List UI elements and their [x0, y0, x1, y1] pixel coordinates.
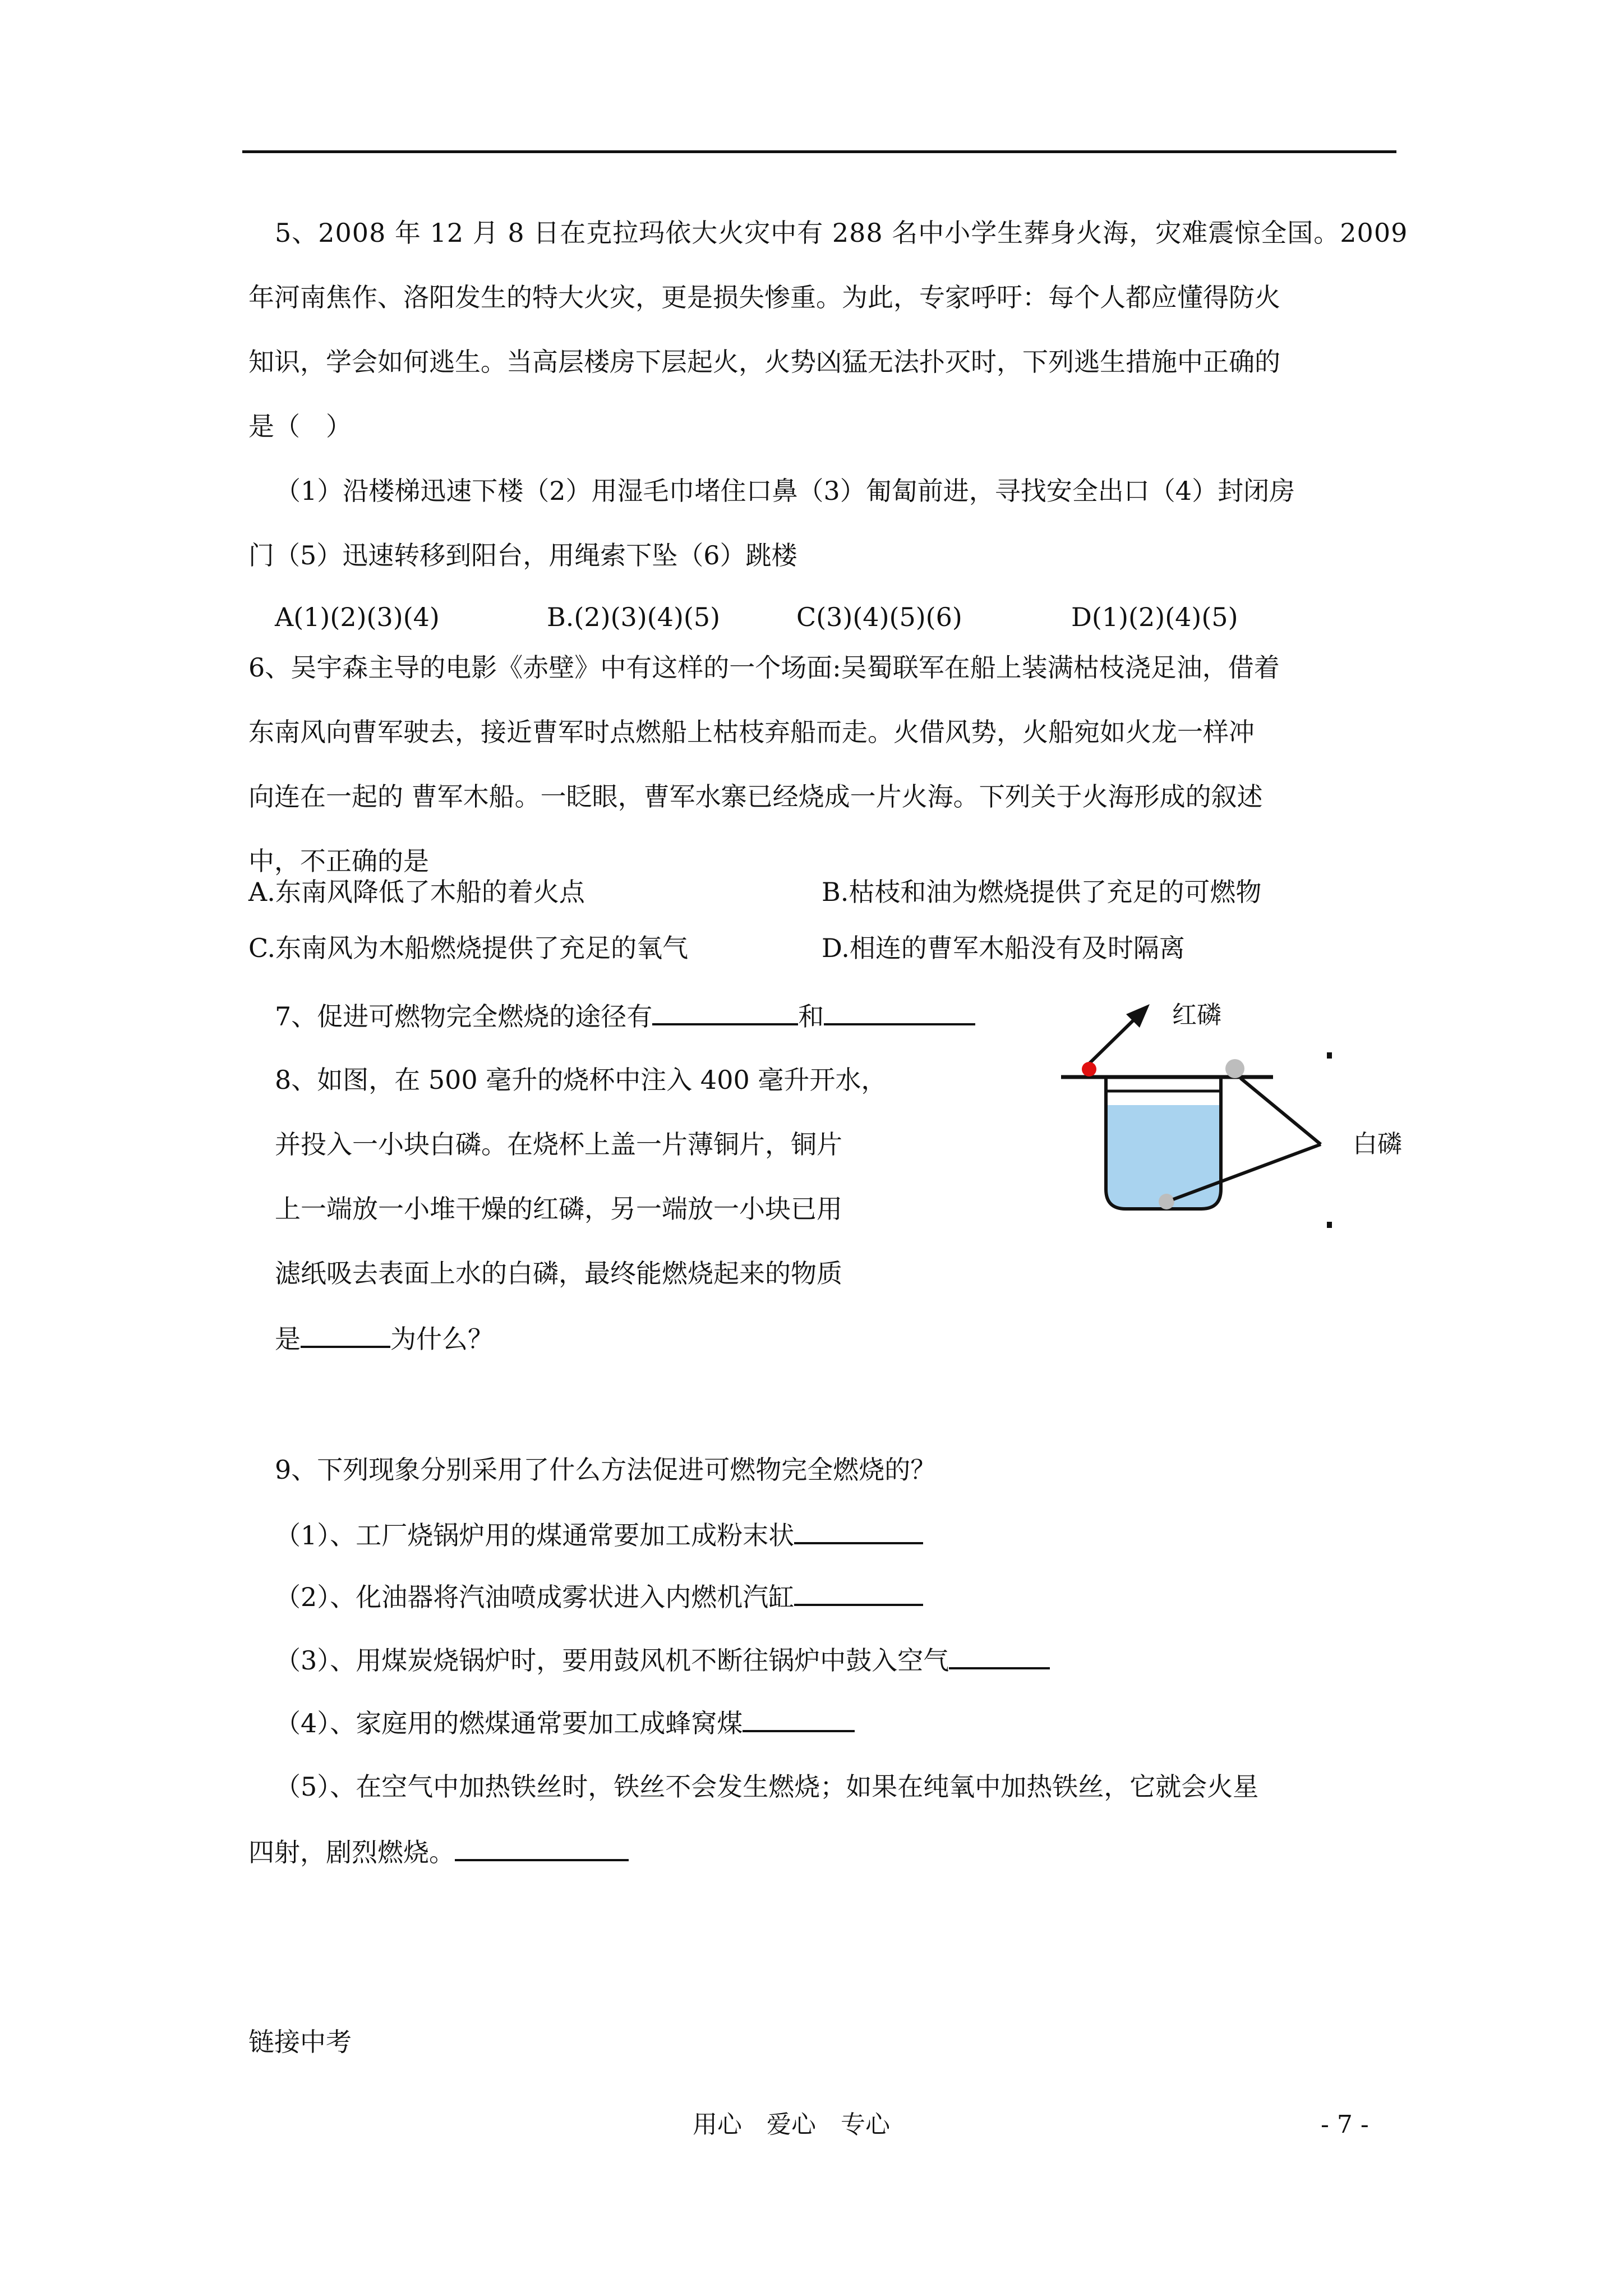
header-rule — [242, 150, 1396, 153]
q5-measures-2: 门（5）迅速转移到阳台，用绳索下坠（6）跳楼 — [248, 540, 797, 570]
q9-blank-4[interactable] — [743, 1705, 855, 1732]
q8-line-4: 滤纸吸去表面上水的白磷，最终能燃烧起来的物质 — [275, 1258, 842, 1289]
q9-item-4-text: （4）、家庭用的燃煤通常要加工成蜂窝煤 — [275, 1708, 743, 1738]
q9-item-3 — [275, 1642, 1050, 1677]
page-number: - 7 - — [1321, 2110, 1369, 2139]
q5-line-2: 年河南焦作、洛阳发生的特大火灾，更是损失惨重。为此，专家呼吁：每个人都应懂得防火 — [248, 282, 1280, 312]
q8-line-1: 8、如图，在 500 毫升的烧杯中注入 400 毫升开水， — [275, 1065, 887, 1095]
q7-line — [275, 999, 975, 1033]
q6-line-2: 东南风向曹军驶去，接近曹军时点燃船上枯枝弃船而走。火借风势，火船宛如火龙一样冲 — [248, 717, 1255, 747]
red-label-arrow-line — [1088, 1015, 1138, 1065]
q7-middle: 和 — [798, 1001, 824, 1032]
white-pointer-upper — [1241, 1078, 1321, 1144]
q9-item-2 — [275, 1579, 923, 1614]
white-phosphorus-label: 白磷 — [1353, 1130, 1402, 1158]
white-phosphorus-in-water — [1159, 1194, 1174, 1209]
q5-option-a: A(1)(2)(3)(4) — [275, 602, 440, 632]
q9-item-3-text: （3）、用煤炭烧锅炉时，要用鼓风机不断往锅炉中鼓入空气 — [275, 1645, 949, 1676]
q7-blank-1[interactable] — [652, 999, 798, 1025]
q8-last-suffix: 为什么？ — [390, 1324, 494, 1354]
q7-blank-2[interactable] — [824, 999, 975, 1025]
q5-line-1: 5、2008 年 12 月 8 日在克拉玛依大火灾中有 288 名中小学生葬身火海，灾难震惊全国。2009 — [275, 218, 1408, 248]
q9-blank-3[interactable] — [949, 1642, 1050, 1669]
white-phosphorus-on-sheet — [1225, 1059, 1244, 1078]
q5-option-c: C(3)(4)(5)(6) — [796, 602, 962, 632]
q9-blank-5[interactable] — [455, 1834, 629, 1861]
q8-last-prefix: 是 — [275, 1324, 301, 1354]
red-phosphorus-label: 红磷 — [1172, 1001, 1221, 1029]
mark-top — [1327, 1052, 1332, 1059]
q5-measures-1: （1）沿楼梯迅速下楼（2）用湿毛巾堵住口鼻（3）匍匐前进，寻找安全出口（4）封闭房 — [275, 476, 1295, 506]
q9-item-5-line-2 — [248, 1834, 629, 1869]
q9-item-4 — [275, 1705, 855, 1740]
q9-item-5-text: 四射，剧烈燃烧。 — [248, 1837, 455, 1867]
q9-title: 9、下列现象分别采用了什么方法促进可燃物完全燃烧的？ — [275, 1455, 937, 1485]
q9-item-2-text: （2）、化油器将汽油喷成雾状进入内燃机汽缸 — [275, 1582, 795, 1612]
q8-blank[interactable] — [301, 1321, 390, 1348]
q5-line-4: 是（ ） — [248, 411, 352, 441]
q9-item-5-line-1: （5）、在空气中加热铁丝时，铁丝不会发生燃烧；如果在纯氧中加热铁丝，它就会火星 — [275, 1772, 1259, 1802]
q9-blank-2[interactable] — [794, 1579, 923, 1606]
q5-option-b: B.(2)(3)(4)(5) — [547, 602, 721, 632]
q6-line-1: 6、吴宇森主导的电影《赤壁》中有这样的一个场面:吴蜀联军在船上装满枯枝浇足油，借着 — [248, 652, 1280, 683]
q8-line-3: 上一端放一小堆干燥的红磷，另一端放一小块已用 — [275, 1194, 842, 1224]
q9-item-1-text: （1）、工厂烧锅炉用的煤通常要加工成粉末状 — [275, 1520, 795, 1550]
q6-option-d: D.相连的曹军木船没有及时隔离 — [822, 933, 1185, 963]
q9-blank-1[interactable] — [794, 1517, 923, 1544]
q6-option-c: C.东南风为木船燃烧提供了充足的氧气 — [248, 933, 689, 963]
q8-line-5 — [275, 1321, 494, 1356]
footer-motto: 用心 爱心 专心 — [693, 2110, 890, 2139]
q7-prefix: 7、促进可燃物完全燃烧的途径有 — [275, 1001, 653, 1032]
mark-bottom — [1327, 1222, 1332, 1228]
q9-item-1 — [275, 1517, 923, 1552]
q6-line-4: 中，不正确的是 — [248, 846, 429, 876]
section-heading: 链接中考 — [248, 2027, 352, 2057]
q8-line-2: 并投入一小块白磷。在烧杯上盖一片薄铜片，铜片 — [275, 1129, 842, 1159]
red-phosphorus — [1082, 1062, 1096, 1076]
q6-option-a: A.东南风降低了木船的着火点 — [248, 877, 585, 907]
q6-option-b: B.枯枝和油为燃烧提供了充足的可燃物 — [822, 877, 1262, 907]
q6-line-3: 向连在一起的 曹军木船。一眨眼，曹军水寨已经烧成一片火海。下列关于火海形成的叙述 — [248, 781, 1263, 812]
q5-line-3: 知识，学会如何逃生。当高层楼房下层起火，火势凶猛无法扑灭时，下列逃生措施中正确的 — [248, 347, 1280, 377]
q5-option-d: D(1)(2)(4)(5) — [1071, 602, 1238, 632]
water — [1106, 1105, 1221, 1209]
